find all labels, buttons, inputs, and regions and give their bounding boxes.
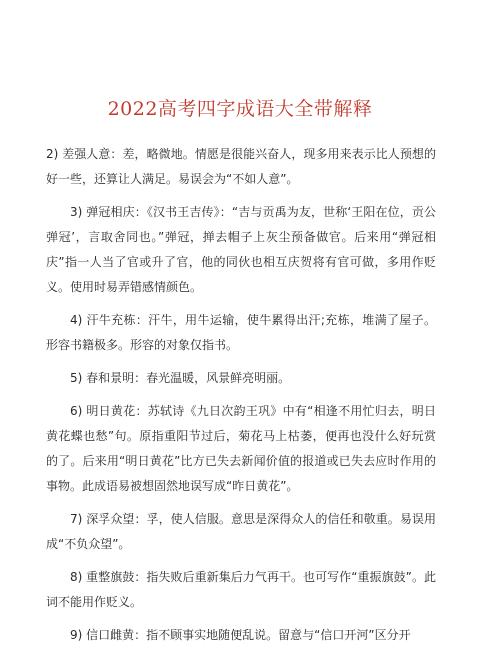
paragraph-idiom-8: 8) 重整旗鼓：指失败后重新集后力气再干。也可写作“重振旗鼓”。此词不能用作贬义。 [46,570,436,609]
paragraph-idiom-9: 9) 信口雌黄：指不顾事实地随便乱说。留意与“信口开河”区分开 [70,628,411,642]
paragraph-idiom-5: 5) 春和景明：春光温暖，风景鲜亮明丽。 [70,371,291,385]
paragraph-idiom-3: 3) 弹冠相庆：《汉书王吉传》：“吉与贡禹为友，世称‘王阳在位，贡公弹冠’，言取舍同也。”弹冠，掸去帽子上灰尘预备做官。后来用“弹冠相庆”指一人当了官或升了官，他的同伙也相互庆贺将有官可做，多用作贬义。使用时易弄错感情颜色。 [46,205,436,294]
document-body [46,142,436,648]
page-title: 2022高考四字成语大全带解释 [107,98,373,120]
paragraph-idiom-7: 7) 深孚众望：孚，使人信服。意思是深得众人的信任和敬重。易误用成“不负众望”。 [46,512,436,551]
paragraph-idiom-2: 2) 差强人意：差，略微地。情愿是很能兴奋人，现多用来表示比人预想的好一些，还算让人满足。易误会为“不如人意”。 [46,147,436,186]
paragraph-idiom-6: 6) 明日黄花：苏轼诗《九日次韵王巩》中有“相逢不用忙归去，明日黄花蝶也愁”句。原指重阳节过后，菊花马上枯萎，便再也没什么好玩赏的了。后来用“明日黄花”比方已失去新闻价值的报道或已失去应时作用的事物。此成语易被想固然地误写成“昨日黄花”。 [46,404,436,493]
paragraph-idiom-4: 4) 汗牛充栋：汗牛，用牛运输，使牛累得出汗;充栋，堆满了屋子。形容书籍极多。形容的对象仅指书。 [46,313,436,352]
